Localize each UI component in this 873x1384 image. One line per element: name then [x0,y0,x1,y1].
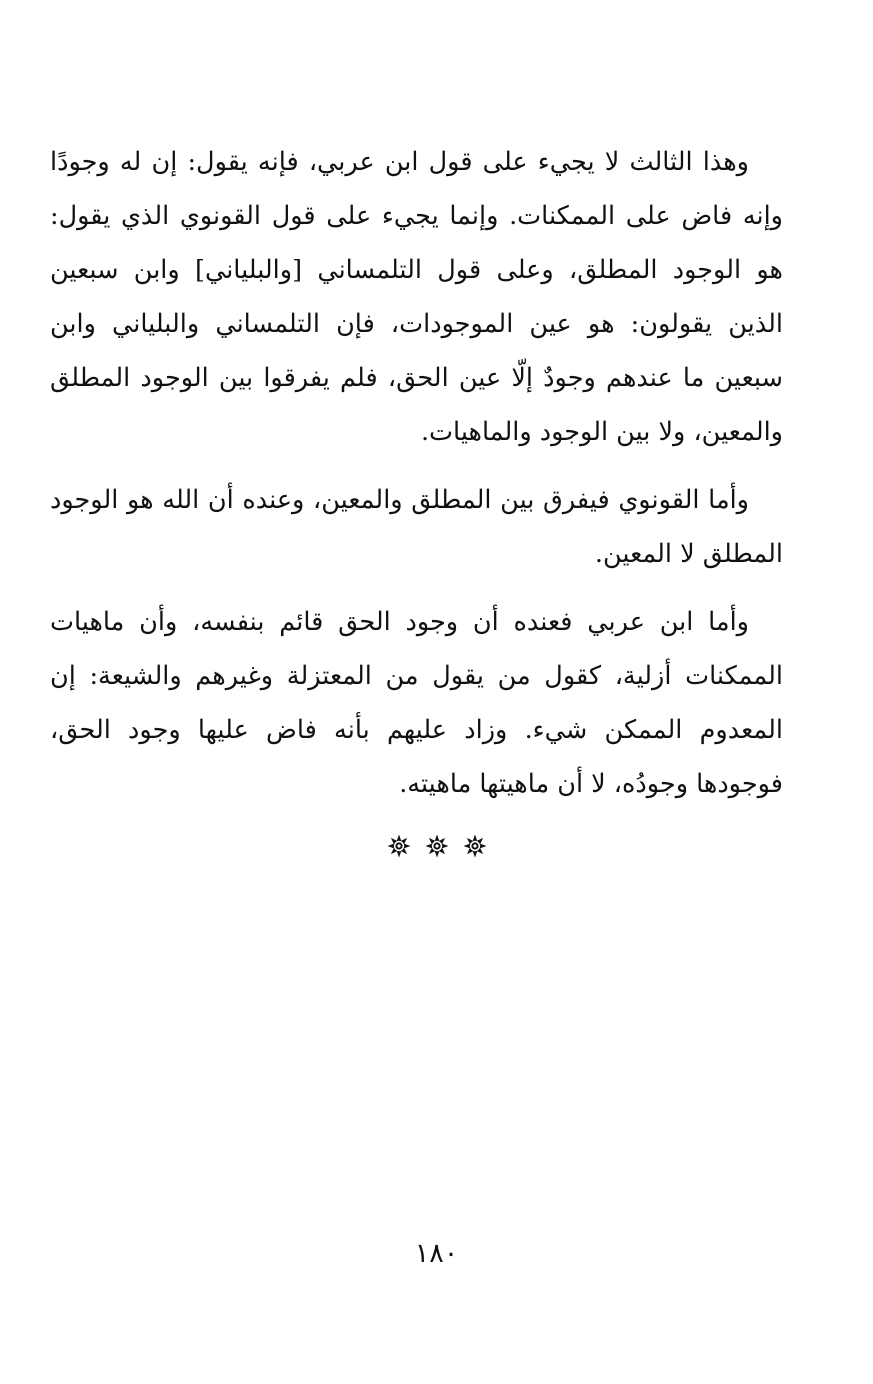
paragraph-2: وأما القونوي فيفرق بين المطلق والمعين، وعنده أن الله هو الوجود المطلق لا المعين. [50,485,783,569]
flower-ornament-icon [425,834,449,858]
page-number: ١٨٠ [414,1238,459,1269]
paragraph-1: وهذا الثالث لا يجيء على قول ابن عربي، فإنه يقول: إن له وجودًا وإنه فاض على الممكنات. وإنما يجيء على قول القونوي الذي يقول: هو الوجود المطلق، وعلى قول التلمساني [والبلياني] وابن سبعين الذين يقولون: هو عين الموجودات، فإن التلمساني والبلياني وابن سبعين ما عندهم وجودٌ إلّا عين الحق، فلم يفرقوا بين الوجود المطلق والمعين، ولا بين الوجود والماهيات. [50,147,783,447]
body-text [50,135,783,811]
flower-ornament-icon [463,834,487,858]
section-divider [0,834,873,858]
paragraph-3: وأما ابن عربي فعنده أن وجود الحق قائم بنفسه، وأن ماهيات الممكنات أزلية، كقول من يقول من المعتزلة وغيرهم والشيعة: إن المعدوم الممكن شيء. وزاد عليهم بأنه فاض عليها وجود الحق، فوجودها وجودُه، لا أن ماهيتها ماهيته. [50,607,783,799]
flower-ornament-icon [387,834,411,858]
